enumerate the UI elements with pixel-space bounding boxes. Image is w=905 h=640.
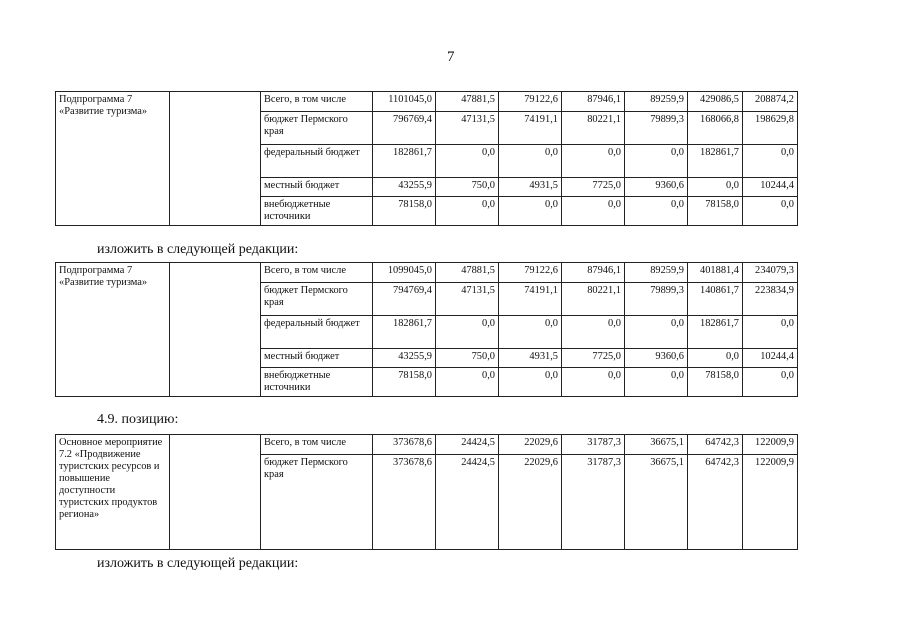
value-cell: 198629,8 — [743, 112, 798, 145]
value-cell: 24424,5 — [436, 435, 499, 455]
value-cell: 47131,5 — [436, 112, 499, 145]
value-cell: 74191,1 — [499, 283, 562, 316]
funding-source-cell: бюджет Пермского края — [261, 283, 373, 316]
instruction-text-1: изложить в следующей редакции: — [97, 242, 299, 257]
value-cell: 0,0 — [499, 145, 562, 178]
blank-cell — [170, 263, 261, 397]
value-cell: 0,0 — [688, 349, 743, 368]
value-cell: 401881,4 — [688, 263, 743, 283]
value-cell: 89259,9 — [625, 92, 688, 112]
value-cell: 794769,4 — [373, 283, 436, 316]
program-name-line: Подпрограмма 7 — [59, 265, 133, 276]
funding-source-cell: федеральный бюджет — [261, 316, 373, 349]
instruction-text-2: изложить в следующей редакции: — [97, 556, 299, 571]
value-cell: 182861,7 — [688, 145, 743, 178]
value-cell: 0,0 — [562, 368, 625, 397]
value-cell: 0,0 — [625, 145, 688, 178]
table-row — [56, 92, 798, 112]
value-cell: 234079,3 — [743, 263, 798, 283]
value-cell: 1099045,0 — [373, 263, 436, 283]
funding-source-cell: местный бюджет — [261, 349, 373, 368]
value-cell: 750,0 — [436, 178, 499, 197]
funding-source-cell: Всего, в том числе — [261, 92, 373, 112]
value-cell: 36675,1 — [625, 435, 688, 455]
funding-source-cell: федеральный бюджет — [261, 145, 373, 178]
value-cell: 223834,9 — [743, 283, 798, 316]
value-cell: 796769,4 — [373, 112, 436, 145]
value-cell: 0,0 — [499, 316, 562, 349]
program-name-cell — [56, 263, 170, 397]
value-cell: 0,0 — [436, 368, 499, 397]
funding-source-cell: Всего, в том числе — [261, 263, 373, 283]
funding-source-cell: Всего, в том числе — [261, 435, 373, 455]
value-cell: 750,0 — [436, 349, 499, 368]
value-cell: 0,0 — [436, 145, 499, 178]
value-cell: 10244,4 — [743, 178, 798, 197]
value-cell: 80221,1 — [562, 283, 625, 316]
value-cell: 31787,3 — [562, 455, 625, 550]
value-cell: 89259,9 — [625, 263, 688, 283]
value-cell: 87946,1 — [562, 263, 625, 283]
value-cell: 36675,1 — [625, 455, 688, 550]
funding-source-cell: внебюджетные источники — [261, 368, 373, 397]
value-cell: 373678,6 — [373, 455, 436, 550]
value-cell: 31787,3 — [562, 435, 625, 455]
budget-table — [55, 91, 798, 226]
value-cell: 0,0 — [625, 197, 688, 226]
value-cell: 64742,3 — [688, 455, 743, 550]
value-cell: 0,0 — [743, 145, 798, 178]
value-cell: 78158,0 — [373, 197, 436, 226]
program-name-cell — [56, 435, 170, 550]
value-cell: 182861,7 — [373, 316, 436, 349]
value-cell: 208874,2 — [743, 92, 798, 112]
value-cell: 373678,6 — [373, 435, 436, 455]
program-name-line: «Развитие туризма» — [59, 277, 148, 288]
value-cell: 79899,3 — [625, 283, 688, 316]
program-name-line: «Развитие туризма» — [59, 106, 148, 117]
funding-source-cell: бюджет Пермского края — [261, 112, 373, 145]
value-cell: 122009,9 — [743, 435, 798, 455]
value-cell: 0,0 — [688, 178, 743, 197]
table-row — [56, 263, 798, 283]
section-heading: 4.9. позицию: — [97, 412, 179, 427]
table-row — [56, 435, 798, 455]
value-cell: 0,0 — [562, 197, 625, 226]
value-cell: 9360,6 — [625, 178, 688, 197]
value-cell: 0,0 — [436, 197, 499, 226]
value-cell: 7725,0 — [562, 349, 625, 368]
value-cell: 0,0 — [743, 368, 798, 397]
value-cell: 0,0 — [436, 316, 499, 349]
value-cell: 22029,6 — [499, 435, 562, 455]
blank-cell — [170, 435, 261, 550]
value-cell: 79122,6 — [499, 263, 562, 283]
value-cell: 182861,7 — [688, 316, 743, 349]
value-cell: 64742,3 — [688, 435, 743, 455]
value-cell: 140861,7 — [688, 283, 743, 316]
value-cell: 74191,1 — [499, 112, 562, 145]
value-cell: 87946,1 — [562, 92, 625, 112]
value-cell: 43255,9 — [373, 178, 436, 197]
value-cell: 0,0 — [562, 316, 625, 349]
value-cell: 78158,0 — [688, 197, 743, 226]
value-cell: 1101045,0 — [373, 92, 436, 112]
value-cell: 47881,5 — [436, 92, 499, 112]
funding-source-cell: местный бюджет — [261, 178, 373, 197]
value-cell: 10244,4 — [743, 349, 798, 368]
program-name-cell — [56, 92, 170, 226]
value-cell: 0,0 — [625, 368, 688, 397]
value-cell: 0,0 — [743, 197, 798, 226]
value-cell: 22029,6 — [499, 455, 562, 550]
program-name-line: Подпрограмма 7 — [59, 94, 133, 105]
budget-table — [55, 262, 798, 397]
value-cell: 4931,5 — [499, 349, 562, 368]
value-cell: 47881,5 — [436, 263, 499, 283]
value-cell: 78158,0 — [373, 368, 436, 397]
value-cell: 168066,8 — [688, 112, 743, 145]
value-cell: 122009,9 — [743, 455, 798, 550]
value-cell: 80221,1 — [562, 112, 625, 145]
value-cell: 0,0 — [743, 316, 798, 349]
value-cell: 47131,5 — [436, 283, 499, 316]
program-name-line: Основное мероприятие 7.2 «Продвижение туристских ресурсов и повышение доступности туристских продуктов региона» — [59, 437, 163, 520]
blank-cell — [170, 92, 261, 226]
value-cell: 78158,0 — [688, 368, 743, 397]
value-cell: 24424,5 — [436, 455, 499, 550]
value-cell: 7725,0 — [562, 178, 625, 197]
budget-table — [55, 434, 798, 550]
value-cell: 4931,5 — [499, 178, 562, 197]
value-cell: 79899,3 — [625, 112, 688, 145]
value-cell: 429086,5 — [688, 92, 743, 112]
value-cell: 43255,9 — [373, 349, 436, 368]
value-cell: 0,0 — [625, 316, 688, 349]
page-number: 7 — [447, 49, 455, 65]
funding-source-cell: внебюджетные источники — [261, 197, 373, 226]
value-cell: 79122,6 — [499, 92, 562, 112]
value-cell: 9360,6 — [625, 349, 688, 368]
funding-source-cell: бюджет Пермского края — [261, 455, 373, 550]
value-cell: 0,0 — [499, 197, 562, 226]
value-cell: 0,0 — [499, 368, 562, 397]
value-cell: 0,0 — [562, 145, 625, 178]
value-cell: 182861,7 — [373, 145, 436, 178]
